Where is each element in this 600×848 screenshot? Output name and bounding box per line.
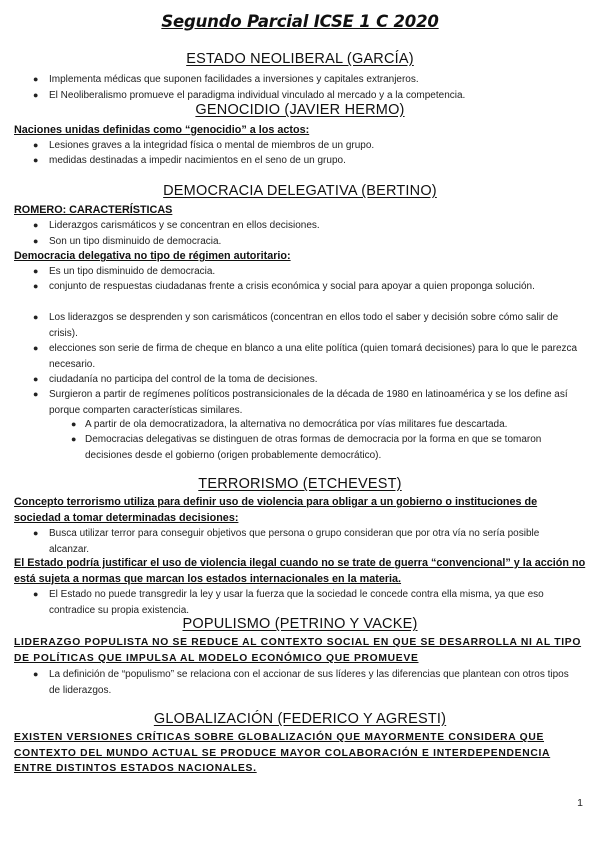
subheading: Concepto terrorismo utiliza para definir uso de violencia para obligar a un gobierno o instituciones de sociedad a tomar determinadas decisiones: (14, 496, 538, 524)
list-item: medidas destinadas a impedir nacimientos en el seno de un grupo. (49, 155, 346, 166)
list-item: El Estado no puede transgredir la ley y usar la fuerza que la sociedad le concede contra ella misma, ya que eso contradice su propia existencia. (49, 589, 544, 616)
subheading: ROMERO: CARACTERÍSTICAS (14, 204, 173, 216)
bullet-icon: ● (33, 90, 39, 100)
subheading: Naciones unidas definidas como “genocidio” a los actos: (14, 124, 310, 136)
list-item: A partir de ola democratizadora, la alternativa no democrática por vías militares fue descartada. (85, 419, 508, 430)
bullet-icon: ● (33, 140, 39, 150)
document-title: Segundo Parcial ICSE 1 C 2020 (161, 12, 439, 31)
list-item: La definición de “populismo” se relaciona con el accionar de sus líderes y las diferencias que plantean con otros tipos de liderazgos. (49, 669, 569, 696)
page-number: 1 (577, 797, 583, 809)
bullet-icon: ● (71, 419, 77, 429)
list-item: elecciones son serie de firma de cheque en blanco a una elite política (quien tomará decisiones) para lo que le parezca necesario. (49, 343, 578, 370)
section-heading-populismo: POPULISMO (PETRINO Y VACKE) (182, 616, 418, 632)
bullet-icon: ● (33, 389, 39, 399)
list-item: Es un tipo disminuido de democracia. (49, 266, 216, 277)
list-item: Son un tipo disminuido de democracia. (49, 236, 222, 247)
list-item: Implementa médicas que suponen facilidades a inversiones y capitales extranjeros. (49, 74, 419, 85)
subheading: EXISTEN VERSIONES CRÍTICAS SOBRE GLOBALIZACIÓN QUE MAYORMENTE CONSIDERA QUE CONTEXTO DEL MUNDO ACTUAL SE PRODUCE MAYOR COLABORACIÓN E INTERDEPENDENCIA ENTRE DISTINTOS ESTADOS NACIONALES. (14, 732, 551, 774)
bullet-icon: ● (33, 266, 39, 276)
list-item: Busca utilizar terror para conseguir objetivos que persona o grupo consideran que por otra vía no sería posible alcanzar. (49, 528, 540, 555)
section-heading-democracia: DEMOCRACIA DELEGATIVA (BERTINO) (163, 183, 437, 199)
bullet-icon: ● (33, 281, 39, 291)
section-heading-genocidio: GENOCIDIO (JAVIER HERMO) (195, 102, 405, 118)
section-heading-terrorismo: TERRORISMO (ETCHEVEST) (198, 476, 402, 492)
bullet-icon: ● (33, 312, 39, 322)
section-heading-neoliberal: ESTADO NEOLIBERAL (GARCÍA) (186, 51, 414, 67)
bullet-icon: ● (33, 74, 39, 84)
bullet-icon: ● (71, 434, 77, 444)
bullet-icon: ● (33, 589, 39, 599)
list-item: ciudadanía no participa del control de la toma de decisiones. (49, 374, 318, 385)
bullet-icon: ● (33, 669, 39, 679)
bullet-icon: ● (33, 220, 39, 230)
list-item: El Neoliberalismo promueve el paradigma individual vinculado al mercado y a la competencia. (49, 90, 466, 101)
list-item: Democracias delegativas se distinguen de otras formas de democracia por la forma en que se tomaron decisiones desde el gobierno (origen probablemente democrático). (85, 434, 542, 461)
bullet-icon: ● (33, 374, 39, 384)
list-item: Surgieron a partir de regímenes políticos postransicionales de la década de 1980 en latinoamérica y se los define así porque comparten características similares. (49, 389, 568, 416)
list-item: Los liderazgos se desprenden y son carismáticos (concentran en ellos todo el saber y decisión sobre cómo salir de crisis). (49, 312, 559, 339)
bullet-icon: ● (33, 155, 39, 165)
list-item: Lesiones graves a la integridad física o mental de miembros de un grupo. (49, 140, 375, 151)
subheading: Democracia delegativa no tipo de régimen autoritario: (14, 250, 291, 262)
section-heading-globalizacion: GLOBALIZACIÓN (FEDERICO Y AGRESTI) (153, 711, 447, 727)
bullet-icon: ● (33, 343, 39, 353)
subheading: El Estado podría justificar el uso de violencia ilegal cuando no se trate de guerra “convencional” y la acción no está sujeta a normas que marcan los estados internacionales en la materia. (14, 557, 586, 585)
subheading: LIDERAZGO POPULISTA NO SE REDUCE AL CONTEXTO SOCIAL EN QUE SE DESARROLLA NI AL TIPO DE POLÍTICAS QUE IMPULSA AL MODELO ECONÓMICO QUE PROMUEVE (14, 637, 582, 664)
bullet-icon: ● (33, 528, 39, 538)
list-item: Liderazgos carismáticos y se concentran en ellos decisiones. (49, 220, 320, 231)
bullet-icon: ● (33, 236, 39, 246)
list-item: conjunto de respuestas ciudadanas frente a crisis económica y social para apoyar a quien proponga solución. (49, 281, 535, 292)
